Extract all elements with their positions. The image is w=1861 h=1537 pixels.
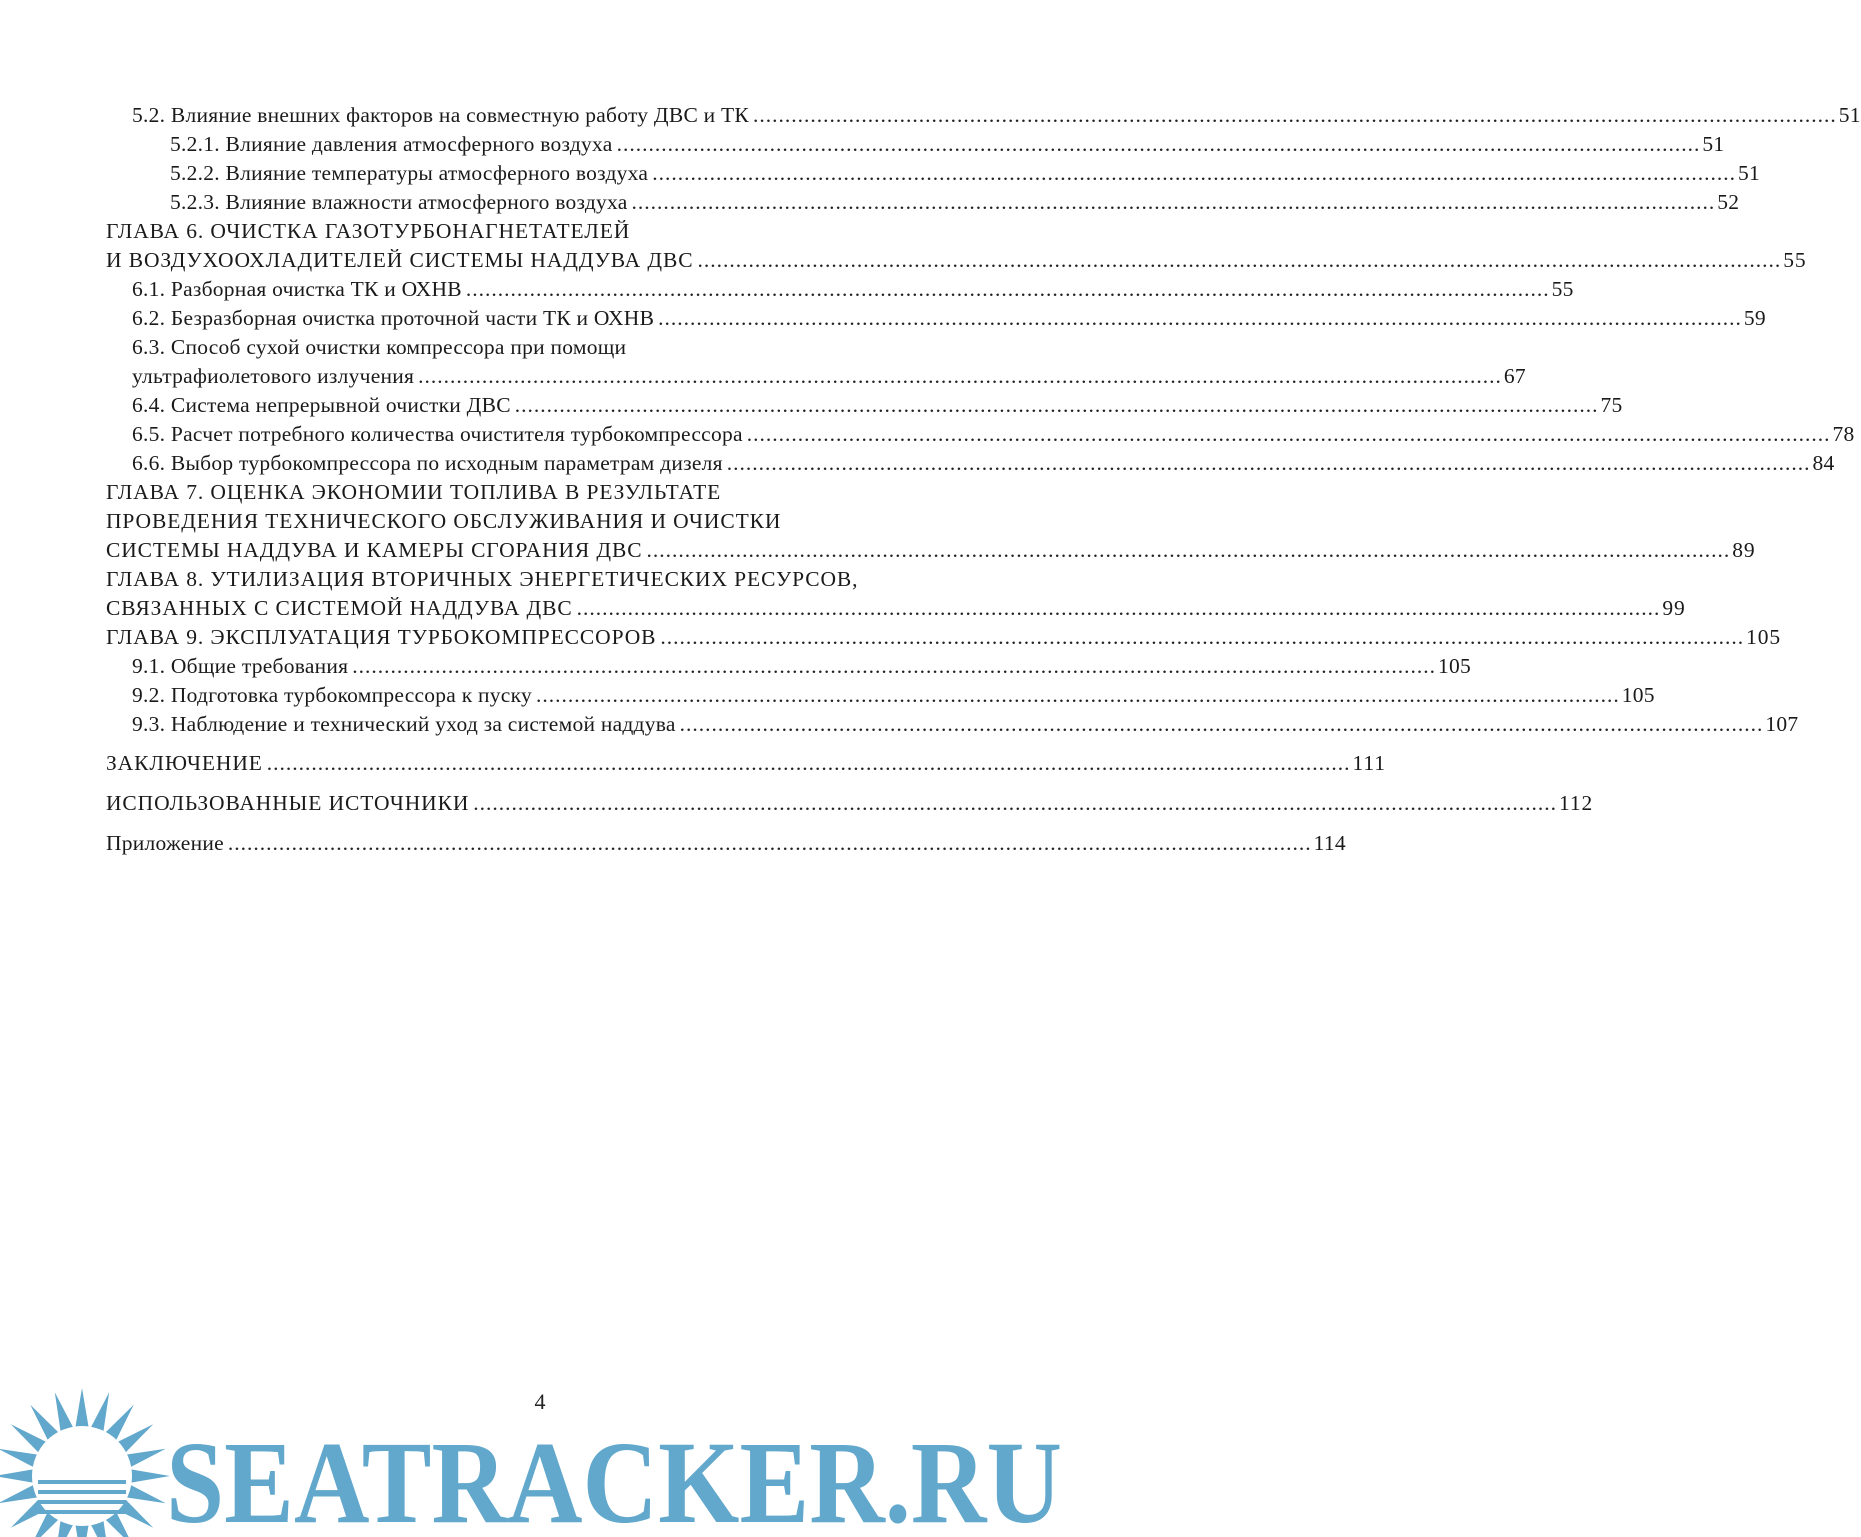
leader-dots: .......................................................................................................................................................................... bbox=[227, 831, 1312, 855]
toc-page-number: 114 bbox=[1313, 831, 1346, 855]
leader-dots: .......................................................................................................................................................................... bbox=[679, 712, 1764, 736]
toc-entry-title: СИСТЕМЫ НАДДУВА И КАМЕРЫ СГОРАНИЯ ДВС bbox=[106, 538, 643, 562]
toc-page-number: 107 bbox=[1765, 712, 1799, 736]
toc-entry-title: ПРОВЕДЕНИЯ ТЕХНИЧЕСКОГО ОБСЛУЖИВАНИЯ И ОЧИСТКИ bbox=[106, 509, 782, 533]
toc-entry-5-2-3[interactable] bbox=[170, 187, 1740, 217]
toc-appendix[interactable] bbox=[106, 828, 1346, 858]
sun-wave-line bbox=[38, 1500, 126, 1504]
leader-dots: .......................................................................................................................................................................... bbox=[658, 306, 1742, 330]
leader-dots: .......................................................................................................................................................................... bbox=[652, 161, 1736, 185]
toc-entry-6-1[interactable] bbox=[132, 274, 1574, 304]
toc-entry-title: 6.6. Выбор турбокомпрессора по исходным параметрам дизеля bbox=[132, 451, 723, 475]
leader-dots: .......................................................................................................................................................................... bbox=[660, 625, 1745, 649]
toc-page-number: 99 bbox=[1662, 596, 1686, 620]
leader-dots: .......................................................................................................................................................................... bbox=[746, 422, 1831, 446]
leader-dots: .......................................................................................................................................................................... bbox=[418, 364, 1502, 388]
toc-entry-title: ультрафиолетового излучения bbox=[132, 364, 415, 388]
toc-entry-title: 9.3. Наблюдение и технический уход за системой наддува bbox=[132, 712, 676, 736]
toc-entry-5-2[interactable] bbox=[132, 100, 1861, 130]
toc-page-number: 78 bbox=[1832, 422, 1855, 446]
toc-chapter-9[interactable] bbox=[106, 622, 1782, 652]
leader-dots: .......................................................................................................................................................................... bbox=[576, 596, 1661, 620]
toc-page-number: 59 bbox=[1743, 306, 1766, 330]
toc-entry-title: ГЛАВА 8. УТИЛИЗАЦИЯ ВТОРИЧНЫХ ЭНЕРГЕТИЧЕСКИХ РЕСУРСОВ, bbox=[106, 567, 859, 591]
toc-entry-title: ГЛАВА 7. ОЦЕНКА ЭКОНОМИИ ТОПЛИВА В РЕЗУЛЬТАТЕ bbox=[106, 480, 722, 504]
toc-page-number: 84 bbox=[1812, 451, 1835, 475]
toc-entry-title: 6.2. Безразборная очистка проточной части ТК и ОХНВ bbox=[132, 306, 655, 330]
toc-entry-6-6[interactable] bbox=[132, 448, 1835, 478]
leader-dots: .......................................................................................................................................................................... bbox=[514, 393, 1599, 417]
toc-entry-6-3-line-1[interactable] bbox=[132, 332, 974, 362]
leader-dots: .......................................................................................................................................................................... bbox=[753, 103, 1837, 127]
sun-wave-line bbox=[38, 1480, 126, 1484]
leader-dots: .......................................................................................................................................................................... bbox=[535, 683, 1620, 707]
page-number: 4 bbox=[534, 1389, 546, 1414]
toc-page-number: 105 bbox=[1438, 654, 1472, 678]
toc-page-number: 55 bbox=[1551, 277, 1574, 301]
toc-conclusion[interactable] bbox=[106, 748, 1386, 778]
sun-wave-line bbox=[38, 1490, 126, 1494]
toc-entry-title: 5.2.3. Влияние влажности атмосферного воздуха bbox=[170, 190, 628, 214]
toc-entry-title: 9.1. Общие требования bbox=[132, 654, 349, 678]
toc-page-number: 111 bbox=[1352, 751, 1386, 775]
toc-entry-5-2-2[interactable] bbox=[170, 158, 1760, 188]
sun-wave-line bbox=[38, 1510, 126, 1514]
toc-chapter-7-line-3[interactable] bbox=[106, 535, 1756, 565]
toc-chapter-7-line-2[interactable] bbox=[106, 506, 974, 536]
toc-page-number: 105 bbox=[1621, 683, 1655, 707]
leader-dots: .......................................................................................................................................................................... bbox=[473, 791, 1558, 815]
toc-entry-title: 5.2. Влияние внешних факторов на совместную работу ДВС и ТК bbox=[132, 103, 750, 127]
toc-page-number: 51 bbox=[1838, 103, 1861, 127]
toc-chapter-7-line-1[interactable] bbox=[106, 477, 974, 507]
toc-page-number: 51 bbox=[1702, 132, 1725, 156]
toc-entry-title: И ВОЗДУХООХЛАДИТЕЛЕЙ СИСТЕМЫ НАДДУВА ДВС bbox=[106, 248, 694, 272]
leader-dots: .......................................................................................................................................................................... bbox=[697, 248, 1782, 272]
toc-entry-5-2-1[interactable] bbox=[170, 129, 1725, 159]
toc-page-number: 52 bbox=[1717, 190, 1740, 214]
toc-entry-6-2[interactable] bbox=[132, 303, 1766, 333]
leader-dots: .......................................................................................................................................................................... bbox=[465, 277, 1550, 301]
toc-entry-title: ГЛАВА 9. ЭКСПЛУАТАЦИЯ ТУРБОКОМПРЕССОРОВ bbox=[106, 625, 657, 649]
toc-sources[interactable] bbox=[106, 788, 1594, 818]
leader-dots: .......................................................................................................................................................................... bbox=[616, 132, 1701, 156]
leader-dots: .......................................................................................................................................................................... bbox=[631, 190, 1716, 214]
toc-entry-title: Приложение bbox=[106, 831, 224, 855]
toc-chapter-8-line-2[interactable] bbox=[106, 593, 1686, 623]
leader-dots: .......................................................................................................................................................................... bbox=[646, 538, 1731, 562]
watermark-text: SEATRACKER.RU bbox=[166, 1417, 1062, 1537]
toc-page-number: 89 bbox=[1732, 538, 1756, 562]
leader-dots: .......................................................................................................................................................................... bbox=[726, 451, 1811, 475]
toc-entry-title: 5.2.1. Влияние давления атмосферного воздуха bbox=[170, 132, 613, 156]
leader-dots: .......................................................................................................................................................................... bbox=[266, 751, 1351, 775]
toc-chapter-6-line-2[interactable] bbox=[106, 245, 1807, 275]
toc-entry-title: 9.2. Подготовка турбокомпрессора к пуску bbox=[132, 683, 532, 707]
toc-page-number: 55 bbox=[1783, 248, 1807, 272]
toc-page-number: 75 bbox=[1600, 393, 1623, 417]
toc-entry-title: 6.3. Способ сухой очистки компрессора при помощи bbox=[132, 335, 627, 359]
leader-dots: .......................................................................................................................................................................... bbox=[352, 654, 1437, 678]
toc-page-number: 112 bbox=[1559, 791, 1594, 815]
toc-entry-title: СВЯЗАННЫХ С СИСТЕМОЙ НАДДУВА ДВС bbox=[106, 596, 573, 620]
toc-page-number: 105 bbox=[1746, 625, 1782, 649]
toc-entry-6-4[interactable] bbox=[132, 390, 1623, 420]
toc-page-number: 67 bbox=[1503, 364, 1526, 388]
toc-entry-9-2[interactable] bbox=[132, 680, 1655, 710]
toc-entry-title: ГЛАВА 6. ОЧИСТКА ГАЗОТУРБОНАГНЕТАТЕЛЕЙ bbox=[106, 219, 631, 243]
toc-entry-9-1[interactable] bbox=[132, 651, 1472, 681]
toc-chapter-6-line-1[interactable] bbox=[106, 216, 974, 246]
toc-chapter-8-line-1[interactable] bbox=[106, 564, 974, 594]
toc-entry-9-3[interactable] bbox=[132, 709, 1799, 739]
toc-page-number: 51 bbox=[1737, 161, 1760, 185]
toc-entry-title: 6.1. Разборная очистка ТК и ОХНВ bbox=[132, 277, 462, 301]
toc-entry-6-5[interactable] bbox=[132, 419, 1855, 449]
toc-entry-title: 6.5. Расчет потребного количества очистителя турбокомпрессора bbox=[132, 422, 743, 446]
toc-entry-title: 6.4. Система непрерывной очистки ДВС bbox=[132, 393, 511, 417]
toc-entry-6-3-line-2[interactable] bbox=[132, 361, 1526, 391]
toc-entry-title: ЗАКЛЮЧЕНИЕ bbox=[106, 751, 263, 775]
toc-entry-title: 5.2.2. Влияние температуры атмосферного воздуха bbox=[170, 161, 649, 185]
toc-entry-title: ИСПОЛЬЗОВАННЫЕ ИСТОЧНИКИ bbox=[106, 791, 470, 815]
